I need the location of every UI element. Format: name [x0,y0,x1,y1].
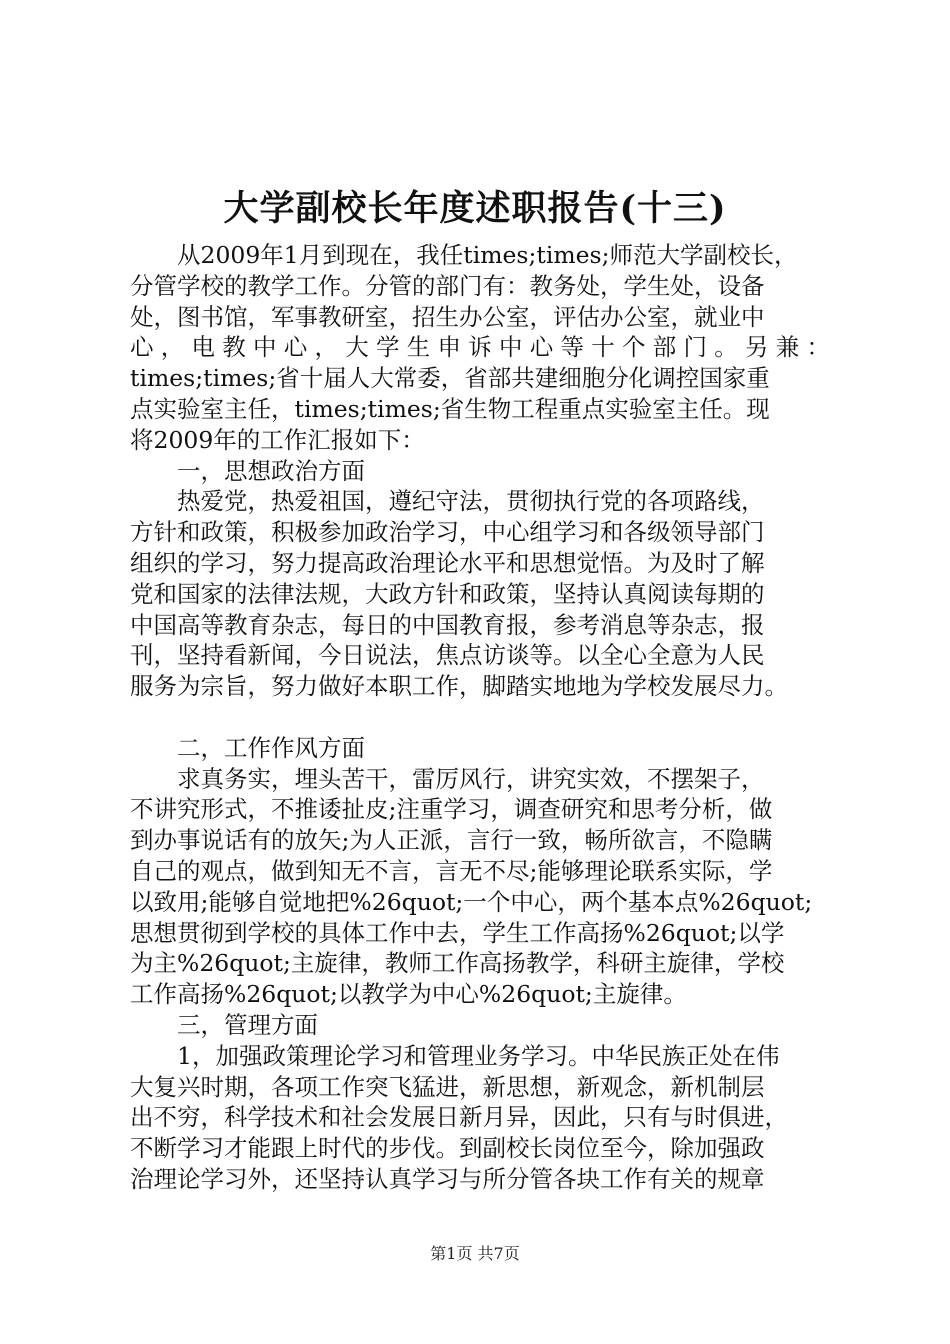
text-line: 到办事说话有的放矢;为人正派，言行一致，畅所欲言，不隐瞒 [130,826,773,855]
text-line: 热爱党，热爱祖国，遵纪守法，贯彻执行党的各项路线， [130,487,765,516]
document-title: 大学副校长年度述职报告(十三) [223,188,727,229]
text-line: 工作高扬%26quot;以教学为中心%26quot;主旋律。 [130,980,687,1009]
text-line: 求真务实，埋头苦干，雷厉风行，讲究实效，不摆架子， [130,764,765,793]
text-line: 二，工作作风方面 [130,733,365,762]
page-footer: 第1页 共7页 [430,1244,520,1263]
text-line: 组织的学习，努力提高政治理论水平和思想觉悟。为及时了解 [130,548,765,577]
text-line: 一，思想政治方面 [130,456,365,485]
text-line: 自己的观点，做到知无不言，言无不尽;能够理论联系实际，学 [130,856,773,885]
text-line: 处，图书馆，军事教研室，招生办公室，评估办公室，就业中 [130,302,765,331]
text-line: 思想贯彻到学校的具体工作中去，学生工作高扬%26quot;以学 [130,918,785,947]
text-line: 方针和政策，积极参加政治学习，中心组学习和各级领导部门 [130,518,765,547]
text-line: 三，管理方面 [130,1010,318,1039]
text-line: times;times;省十届人大常委，省部共建细胞分化调控国家重 [130,364,770,393]
text-line: 将2009年的工作汇报如下： [130,425,425,454]
text-line: 服务为宗旨，努力做好本职工作，脚踏实地地为学校发展尽力。 [130,672,788,701]
text-line: 出不穷，科学技术和社会发展日新月异，因此，只有与时俱进， [130,1103,788,1132]
text-line: 中国高等教育杂志，每日的中国教育报，参考消息等杂志，报 [130,610,765,639]
text-line: 刊，坚持看新闻，今日说法，焦点访谈等。以全心全意为人民 [130,641,765,670]
text-line: 不断学习才能跟上时代的步伐。到副校长岗位至今，除加强政 [130,1134,765,1163]
text-line: 为主%26quot;主旋律，教师工作高扬教学，科研主旋律，学校 [130,949,785,978]
text-line: 从2009年1月到现在，我任times;times;师范大学副校长， [130,241,798,269]
text-line: 党和国家的法律法规，大政方针和政策，坚持认真阅读每期的 [130,579,765,608]
document-body [130,240,830,1195]
text-line: 大复兴时期，各项工作突飞猛进，新思想，新观念，新机制层 [130,1072,765,1101]
text-line: 分管学校的教学工作。分管的部门有：教务处，学生处，设备 [130,271,765,300]
text-line: 心，电教中心，大学生申诉中心等十个部门。另兼： [130,333,830,362]
blank-line [130,702,830,733]
text-line: 1，加强政策理论学习和管理业务学习。中华民族正处在伟 [130,1041,780,1070]
text-line: 不讲究形式，不推诿扯皮;注重学习，调查研究和思考分析，做 [130,795,773,824]
text-line: 治理论学习外，还坚持认真学习与所分管各块工作有关的规章 [130,1164,765,1193]
text-line: 以致用;能够自觉地把%26quot;一个中心，两个基本点%26quot; [130,887,813,916]
text-line: 点实验室主任，times;times;省生物工程重点实验室主任。现 [130,394,770,423]
